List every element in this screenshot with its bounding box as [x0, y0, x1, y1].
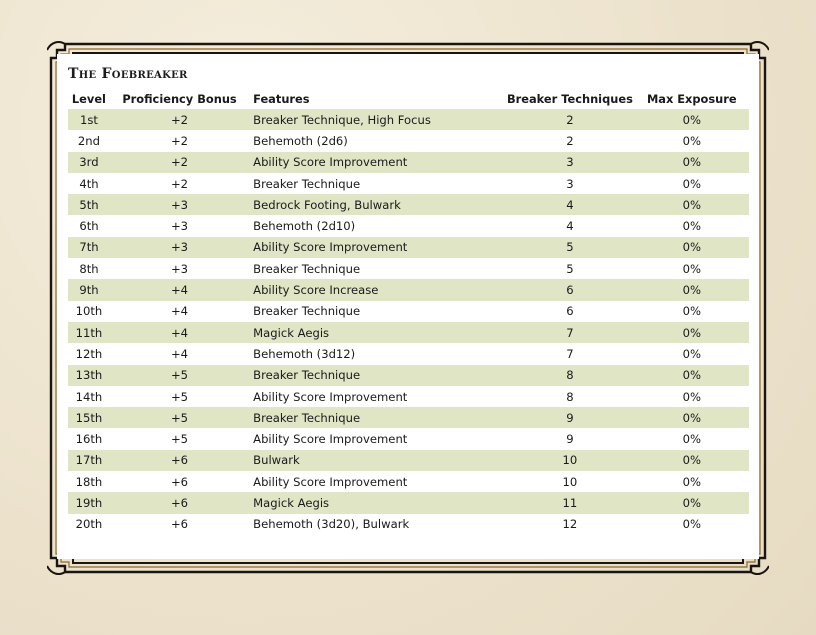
cell-features: Breaker Technique — [249, 365, 505, 386]
cell-max-exposure: 0% — [635, 365, 749, 386]
cell-max-exposure: 0% — [635, 450, 749, 471]
cell-breaker-techniques: 2 — [505, 109, 634, 130]
table-row — [68, 279, 749, 300]
cell-level: 7th — [68, 237, 110, 258]
cell-breaker-techniques: 8 — [566, 389, 574, 404]
class-progression-table — [68, 88, 749, 535]
cell-max-exposure: 0% — [682, 346, 701, 361]
table-row — [68, 237, 749, 258]
cell-level: 14th — [75, 389, 103, 404]
cell-breaker-techniques: 8 — [505, 365, 634, 386]
cell-proficiency-bonus: +6 — [170, 517, 189, 532]
cell-level: 4th — [79, 176, 99, 191]
table-row — [68, 343, 749, 364]
cell-level: 1st — [68, 109, 110, 130]
cell-max-exposure: 0% — [682, 432, 701, 447]
cell-max-exposure: 0% — [682, 474, 701, 489]
cell-max-exposure: 0% — [635, 279, 749, 300]
cell-breaker-techniques: 11 — [505, 492, 634, 513]
cell-proficiency-bonus: +6 — [110, 492, 249, 513]
table-title: The Foebreaker — [68, 66, 188, 82]
cell-max-exposure: 0% — [682, 176, 701, 191]
cell-features: Breaker Technique — [253, 176, 361, 191]
table-row — [68, 301, 749, 322]
cell-max-exposure: 0% — [682, 304, 701, 319]
cell-breaker-techniques: 5 — [566, 261, 574, 276]
cell-breaker-techniques: 5 — [505, 237, 634, 258]
cell-level: 9th — [68, 279, 110, 300]
table-row — [68, 471, 749, 492]
table-row — [68, 258, 749, 279]
cell-breaker-techniques: 2 — [566, 133, 574, 148]
cell-breaker-techniques: 4 — [566, 219, 574, 234]
cell-proficiency-bonus: +4 — [110, 322, 249, 343]
cell-features: Behemoth (3d20), Bulwark — [253, 517, 410, 532]
cell-proficiency-bonus: +2 — [110, 152, 249, 173]
cell-proficiency-bonus: +6 — [170, 474, 189, 489]
cell-level: 18th — [75, 474, 103, 489]
cell-breaker-techniques: 3 — [566, 176, 574, 191]
table-row — [68, 450, 749, 471]
cell-features: Ability Score Improvement — [253, 474, 408, 489]
cell-features: Ability Score Improvement — [249, 152, 505, 173]
cell-proficiency-bonus: +3 — [170, 219, 189, 234]
cell-breaker-techniques: 12 — [562, 517, 578, 532]
cell-max-exposure: 0% — [635, 237, 749, 258]
cell-proficiency-bonus: +6 — [110, 450, 249, 471]
cell-features: Magick Aegis — [249, 322, 505, 343]
cell-features: Breaker Technique — [253, 304, 361, 319]
cell-max-exposure: 0% — [635, 109, 749, 130]
cell-level: 12th — [75, 346, 103, 361]
cell-max-exposure: 0% — [682, 517, 701, 532]
cell-max-exposure: 0% — [635, 152, 749, 173]
cell-features: Behemoth (3d12) — [253, 346, 356, 361]
cell-breaker-techniques: 9 — [566, 432, 574, 447]
header-proficiency-bonus: Proficiency Bonus — [122, 91, 237, 106]
cell-proficiency-bonus: +5 — [110, 407, 249, 428]
table-row — [68, 173, 749, 194]
cell-proficiency-bonus: +4 — [110, 279, 249, 300]
cell-breaker-techniques: 6 — [505, 279, 634, 300]
header-breaker-techniques: Breaker Techniques — [506, 91, 633, 106]
cell-features: Behemoth (2d6) — [253, 133, 348, 148]
table-row — [68, 194, 749, 215]
cell-breaker-techniques: 7 — [566, 346, 574, 361]
table-row — [68, 492, 749, 513]
cell-features: Bedrock Footing, Bulwark — [249, 194, 505, 215]
cell-level: 17th — [68, 450, 110, 471]
cell-level: 19th — [68, 492, 110, 513]
cell-features: Ability Score Improvement — [253, 432, 408, 447]
header-features: Features — [253, 91, 310, 106]
table-row — [68, 130, 749, 151]
table-row — [68, 215, 749, 236]
cell-features: Ability Score Increase — [249, 279, 505, 300]
cell-max-exposure: 0% — [682, 261, 701, 276]
cell-level: 13th — [68, 365, 110, 386]
cell-max-exposure: 0% — [635, 194, 749, 215]
cell-proficiency-bonus: +3 — [170, 261, 189, 276]
cell-breaker-techniques: 10 — [505, 450, 634, 471]
cell-breaker-techniques: 4 — [505, 194, 634, 215]
cell-breaker-techniques: 9 — [505, 407, 634, 428]
cell-max-exposure: 0% — [682, 219, 701, 234]
cell-level: 6th — [79, 219, 99, 234]
cell-level: 11th — [68, 322, 110, 343]
table-row — [68, 407, 749, 428]
cell-proficiency-bonus: +2 — [110, 109, 249, 130]
cell-max-exposure: 0% — [635, 492, 749, 513]
cell-breaker-techniques: 10 — [562, 474, 578, 489]
header-max-exposure: Max Exposure — [646, 91, 737, 106]
cell-proficiency-bonus: +3 — [110, 237, 249, 258]
cell-proficiency-bonus: +3 — [110, 194, 249, 215]
cell-proficiency-bonus: +5 — [170, 389, 189, 404]
cell-level: 16th — [75, 432, 103, 447]
cell-level: 10th — [75, 304, 103, 319]
table-row — [68, 386, 749, 407]
cell-proficiency-bonus: +2 — [170, 176, 189, 191]
cell-level: 15th — [68, 407, 110, 428]
cell-level: 8th — [79, 261, 99, 276]
cell-proficiency-bonus: +2 — [170, 133, 189, 148]
cell-level: 3rd — [68, 152, 110, 173]
cell-max-exposure: 0% — [682, 389, 701, 404]
cell-proficiency-bonus: +4 — [170, 304, 189, 319]
cell-proficiency-bonus: +5 — [170, 432, 189, 447]
cell-level: 20th — [75, 517, 103, 532]
cell-features: Breaker Technique — [253, 261, 361, 276]
cell-features: Ability Score Improvement — [253, 389, 408, 404]
cell-max-exposure: 0% — [635, 322, 749, 343]
cell-breaker-techniques: 7 — [505, 322, 634, 343]
header-level: Level — [71, 91, 106, 106]
cell-features: Bulwark — [249, 450, 505, 471]
cell-level: 5th — [68, 194, 110, 215]
cell-max-exposure: 0% — [635, 407, 749, 428]
table-row — [68, 322, 749, 343]
table-row — [68, 109, 749, 130]
cell-breaker-techniques: 6 — [566, 304, 574, 319]
cell-features: Ability Score Improvement — [249, 237, 505, 258]
cell-features: Breaker Technique — [249, 407, 505, 428]
table-row — [68, 365, 749, 386]
table-header-row — [68, 88, 749, 109]
cell-features: Magick Aegis — [249, 492, 505, 513]
table-row — [68, 428, 749, 449]
cell-breaker-techniques: 3 — [505, 152, 634, 173]
cell-features: Behemoth (2d10) — [253, 219, 356, 234]
table-row — [68, 152, 749, 173]
table-row — [68, 514, 749, 535]
cell-level: 2nd — [77, 133, 100, 148]
cell-features: Breaker Technique, High Focus — [249, 109, 505, 130]
cell-proficiency-bonus: +5 — [110, 365, 249, 386]
cell-max-exposure: 0% — [682, 133, 701, 148]
cell-proficiency-bonus: +4 — [170, 346, 189, 361]
